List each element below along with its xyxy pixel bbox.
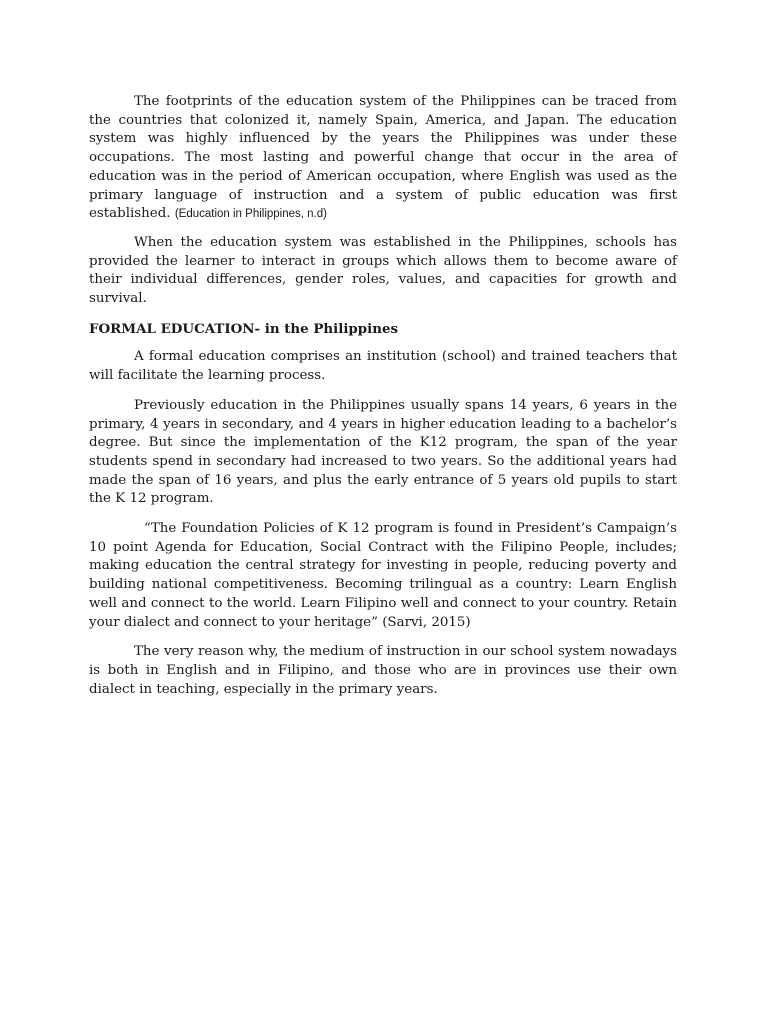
citation: (Education in Philippines, n.d) xyxy=(174,208,327,221)
paragraph-k12-quote: “The Foundation Policies of K 12 program is found in President’s Campaign’s 10 point Agenda for Education, Social Contract with the Filipino People, includes; making education the central strategy for investing in people, reducing poverty and building national competitiveness. Becoming trilingual as a country: Learn English well and connect to the world. Learn Filipino well and connect to your country. Retain your dialect and connect to your heritage” (Sarvi, 2015) xyxy=(89,521,677,630)
paragraph-medium-of-instruction: The very reason why, the medium of instruction in our school system nowadays is both in English and in Filipino, and those who are in provinces use their own dialect in teaching, especially in the primary years. xyxy=(89,644,677,697)
paragraph-text: The footprints of the education system of the Philippines can be traced from the countries that colonized it, namely Spain, America, and Japan. The education system was highly influenced by the years the Philippines was under these occupations. The most lasting and powerful change that occur in the area of education was in the period of American occupation, where English was used as the primary language of instruction and a system of public education was first established. xyxy=(89,94,677,222)
document-page xyxy=(89,93,677,710)
paragraph-school-interaction: When the education system was established in the Philippines, schools has provided the learner to interact in groups which allows them to become aware of their individual differences, gender roles, values, and capacities for growth and survival. xyxy=(89,234,677,307)
section-heading: FORMAL EDUCATION- in the Philippines xyxy=(89,320,399,337)
paragraph-education-history xyxy=(89,93,677,224)
paragraph-formal-education: A formal education comprises an institution (school) and trained teachers that will facilitate the learning process. xyxy=(89,349,677,384)
paragraph-k12-span: Previously education in the Philippines usually spans 14 years, 6 years in the primary, 4 years in secondary, and 4 years in higher education leading to a bachelor’s degree. But since the implementation of the K12 program, the span of the year students spend in secondary had increased to two years. So the additional years had made the span of 16 years, and plus the early entrance of 5 years old pupils to start the K 12 program. xyxy=(89,397,677,507)
